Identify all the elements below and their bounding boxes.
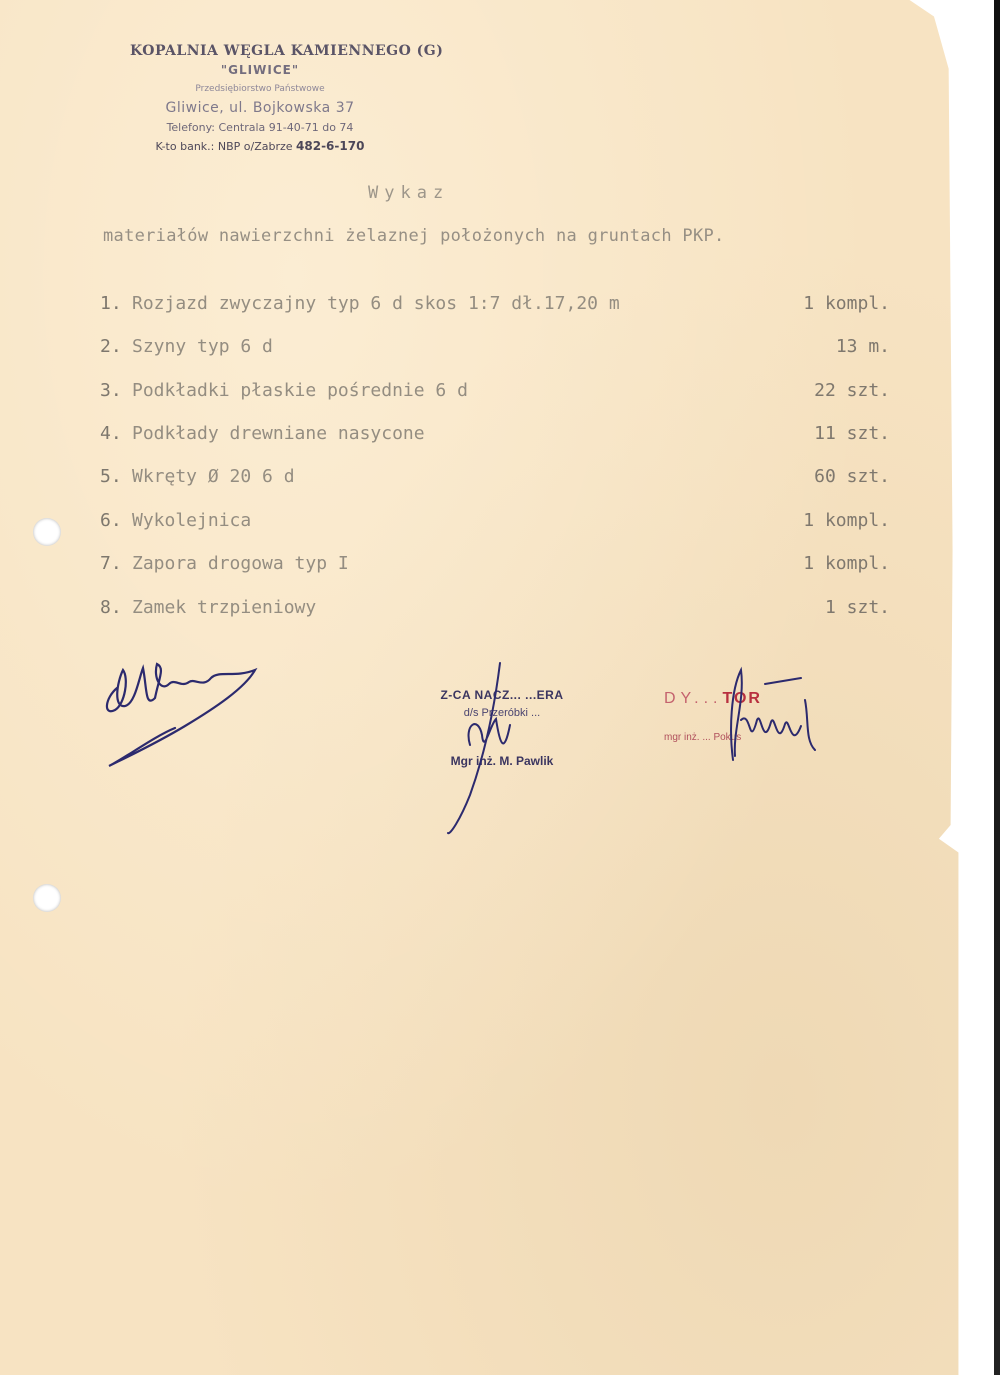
item-num: 1. [100, 293, 122, 314]
company-phone: Telefony: Centrala 91-40-71 do 74 [166, 121, 354, 134]
item-desc: Podkłady drewniane nasycone [132, 423, 425, 444]
signature-right [705, 660, 835, 770]
item-desc: Podkładki płaskie pośrednie 6 d [132, 380, 468, 401]
item-row [100, 380, 900, 410]
director-name: mgr inż. ... Pokus [664, 732, 742, 743]
item-qty: 1 kompl. [803, 293, 890, 314]
item-row [100, 553, 900, 583]
bank-prefix: K-to bank.: NBP o/Zabrze [155, 140, 293, 153]
company-type: Przedsiębiorstwo Państwowe [195, 84, 325, 94]
company-subname: "GLIWICE" [220, 63, 300, 77]
document-title: Wykaz [368, 183, 450, 203]
punch-hole [33, 518, 61, 546]
item-desc: Zamek trzpieniowy [132, 597, 317, 618]
item-qty: 1 kompl. [803, 553, 890, 574]
item-num: 4. [100, 423, 122, 444]
item-row [100, 510, 900, 540]
item-num: 7. [100, 553, 122, 574]
deputy-department: d/s Przeróbki ... [463, 707, 541, 719]
item-qty: 1 kompl. [803, 510, 890, 531]
company-bank [130, 137, 390, 156]
item-row [100, 466, 900, 496]
item-row [100, 293, 900, 323]
bank-account: 482-6-170 [296, 139, 365, 153]
director-title-strong: TOR [722, 690, 762, 707]
item-desc: Wkręty Ø 20 6 d [132, 466, 295, 487]
deputy-name: Mgr inż. M. Pawlik [450, 754, 554, 768]
item-num: 2. [100, 336, 122, 357]
scan-edge [994, 0, 1000, 1375]
item-desc: Szyny typ 6 d [132, 336, 273, 357]
item-num: 6. [100, 510, 122, 531]
company-address: Gliwice, ul. Bojkowska 37 [165, 100, 355, 116]
item-qty: 22 szt. [814, 380, 890, 401]
item-qty: 13 m. [835, 336, 890, 357]
item-row [100, 336, 900, 366]
item-qty: 11 szt. [814, 423, 890, 444]
item-row [100, 423, 900, 453]
letterhead-stamp [130, 42, 444, 156]
item-num: 8. [100, 597, 122, 618]
director-title-faint: DY... [664, 690, 723, 707]
item-num: 5. [100, 466, 122, 487]
item-num: 3. [100, 380, 122, 401]
item-desc: Wykolejnica [132, 510, 252, 531]
item-row [100, 597, 900, 627]
document-subtitle: materiałów nawierzchni żelaznej położonych na gruntach PKP. [103, 226, 725, 246]
company-name: KOPALNIA WĘGLA KAMIENNEGO (G) [130, 43, 444, 59]
signature-middle [430, 655, 540, 840]
punch-hole [33, 884, 61, 912]
deputy-title: Z-CA NACZ... ...ERA [440, 688, 564, 702]
item-desc: Rozjazd zwyczajny typ 6 d skos 1:7 dł.17,20 m [132, 293, 620, 314]
item-desc: Zapora drogowa typ I [132, 553, 349, 574]
signature-left [95, 648, 275, 778]
item-qty: 1 szt. [824, 597, 890, 618]
item-qty: 60 szt. [814, 466, 890, 487]
